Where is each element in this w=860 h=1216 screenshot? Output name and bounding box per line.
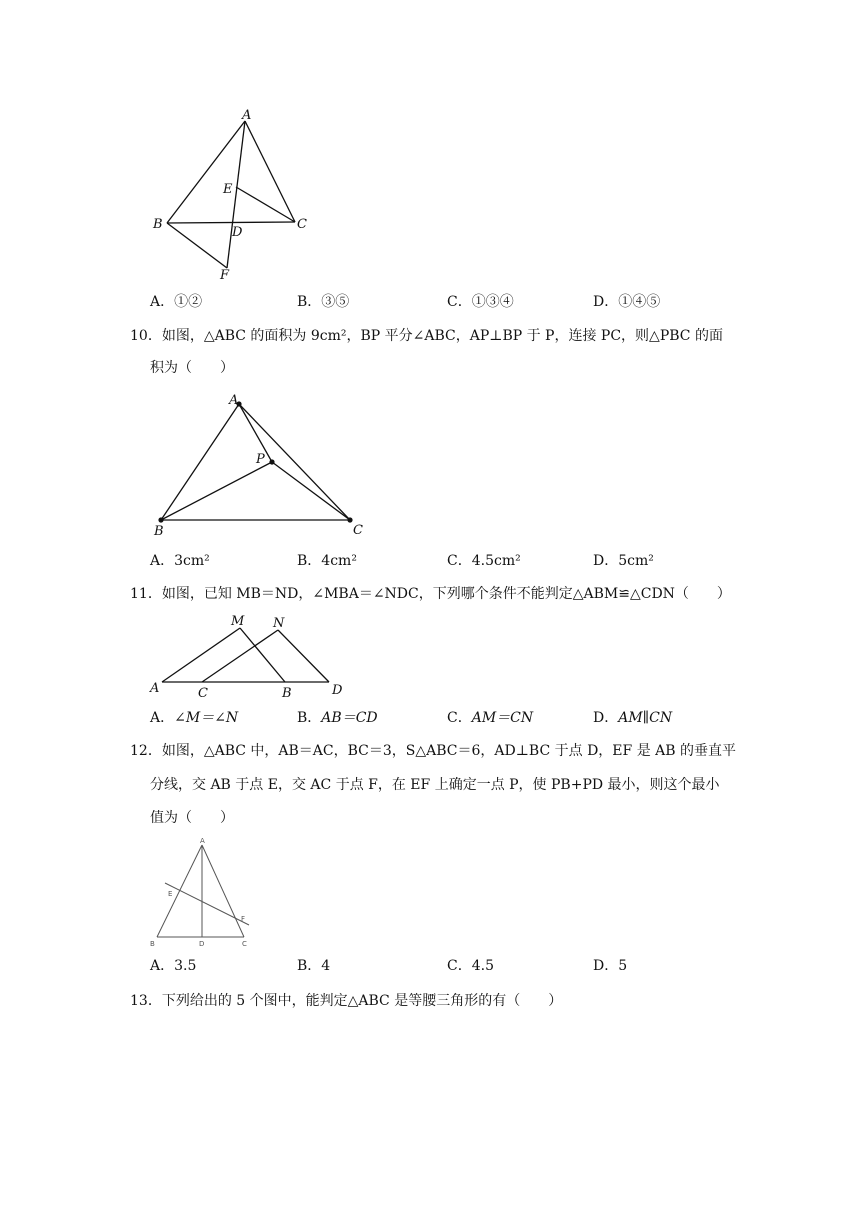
q11-option-d[interactable]: D．AM∥CN — [593, 710, 673, 726]
q9-option-c[interactable]: C．①③④ — [447, 294, 514, 310]
label-P: P — [256, 452, 265, 467]
label-F: F — [241, 915, 246, 923]
label-B: B — [153, 217, 163, 232]
segment-AB — [167, 121, 245, 223]
q12-stem-line3: 值为（ ） — [150, 810, 234, 826]
q10-option-c[interactable]: C．4.5cm² — [447, 553, 521, 569]
q11-stem-line1: 11．如图，已知 MB＝ND，∠MBA＝∠NDC，下列哪个条件不能判定△ABM≌△CDN（ ） — [130, 586, 731, 602]
label-A: A — [229, 393, 239, 408]
q11-figure — [145, 610, 355, 702]
segment-AB — [157, 845, 202, 937]
label-C: C — [242, 940, 247, 948]
label-D: D — [332, 683, 343, 698]
segment-AB — [161, 404, 239, 520]
segment-BF — [167, 223, 227, 268]
segment-BC — [167, 222, 295, 223]
label-B: B — [282, 686, 292, 701]
label-A: A — [150, 681, 160, 696]
q9-diagram — [145, 105, 325, 285]
label-E: E — [168, 890, 173, 898]
q10-stem-line1: 10．如图，△ABC 的面积为 9cm²，BP 平分∠ABC，AP⊥BP 于 P，连接 PC，则△PBC 的面 — [130, 328, 723, 344]
point-B — [158, 517, 163, 522]
q9-option-d[interactable]: D．①④⑤ — [593, 294, 661, 310]
label-E: E — [223, 182, 233, 197]
q9-option-b[interactable]: B．③⑤ — [297, 294, 350, 310]
segment-CN — [202, 630, 278, 682]
segment-ND — [278, 630, 329, 682]
label-B: B — [154, 524, 164, 539]
q9-option-a[interactable]: A．①② — [150, 294, 203, 310]
q12-figure — [145, 835, 260, 950]
q12-option-c[interactable]: C．4.5 — [447, 958, 494, 974]
q10-option-b[interactable]: B．4cm² — [297, 553, 357, 569]
q11-option-c[interactable]: C．AM＝CN — [447, 710, 534, 726]
q12-option-a[interactable]: A．3.5 — [150, 958, 197, 974]
segment-AC — [202, 845, 244, 937]
q12-stem-line2: 分线，交 AB 于点 E，交 AC 于点 F，在 EF 上确定一点 P，使 PB+PD 最小，则这个最小 — [150, 777, 720, 793]
label-M: M — [231, 614, 245, 629]
label-N: N — [273, 616, 285, 631]
label-B: B — [150, 940, 155, 948]
q10-option-d[interactable]: D．5cm² — [593, 553, 654, 569]
q11-option-b[interactable]: B．AB＝CD — [297, 710, 378, 726]
label-C: C — [353, 523, 363, 538]
q10-figure — [145, 390, 375, 540]
q10-option-a[interactable]: A．3cm² — [150, 553, 210, 569]
q12-diagram — [145, 835, 260, 950]
label-A: A — [242, 108, 252, 123]
label-D: D — [232, 225, 243, 240]
label-C: C — [198, 686, 208, 701]
point-C — [347, 517, 352, 522]
label-C: C — [297, 217, 307, 232]
label-A: A — [200, 837, 205, 845]
label-F: F — [220, 268, 230, 283]
label-D: D — [199, 940, 205, 948]
q11-diagram — [145, 610, 355, 702]
segment-AM — [162, 628, 240, 682]
segment-MB — [240, 628, 285, 682]
point-P — [269, 459, 274, 464]
q13-stem-line1: 13．下列给出的 5 个图中，能判定△ABC 是等腰三角形的有（ ） — [130, 993, 563, 1009]
q10-diagram — [145, 390, 375, 540]
q12-option-d[interactable]: D．5 — [593, 958, 628, 974]
q12-option-b[interactable]: B．4 — [297, 958, 331, 974]
segment-PC — [272, 462, 350, 520]
segment-BP — [161, 462, 272, 520]
q9-figure — [145, 105, 325, 285]
q11-option-a[interactable]: A．∠M＝∠N — [150, 710, 239, 726]
q10-stem-line2: 积为（ ） — [150, 360, 234, 376]
line-EF — [165, 883, 249, 925]
q12-stem-line1: 12．如图，△ABC 中，AB＝AC，BC＝3，S△ABC＝6，AD⊥BC 于点 D，EF 是 AB 的垂直平 — [130, 743, 736, 759]
